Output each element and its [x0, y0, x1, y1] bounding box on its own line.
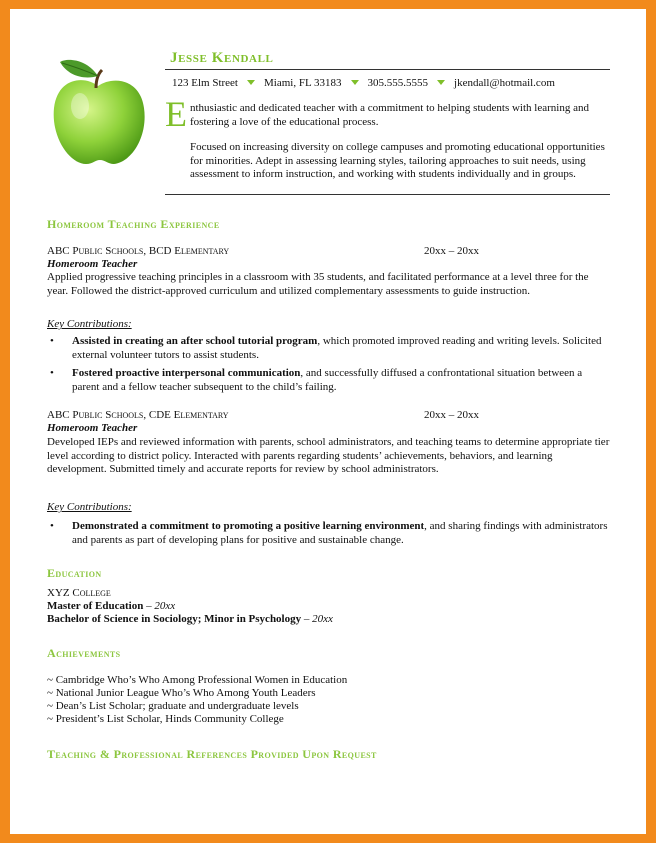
- achievements-heading: Achievements: [47, 646, 121, 660]
- bullet-icon: •: [50, 520, 54, 532]
- triangle-icon: [437, 80, 445, 85]
- job2-contribution-1: Demonstrated a commitment to promoting a positive learning environment, and sharing findings with administrators and parents as part of developing plans for positive and sustainable change.: [72, 520, 608, 546]
- header-bottom-rule: [165, 194, 610, 195]
- contact-address: 123 Elm Street: [172, 77, 238, 89]
- header-rule: [165, 69, 610, 70]
- job2-title: Homeroom Teacher: [47, 422, 138, 434]
- achievement-item: ~ Cambridge Who’s Who Among Professional Women in Education: [47, 674, 348, 686]
- job1-contribution-2: Fostered proactive interpersonal communication, and successfully diffused a confrontational situation between a parent and a fellow teacher subsequent to the child’s failing.: [72, 367, 583, 393]
- achievement-item: ~ National Junior League Who’s Who Among Youth Leaders: [47, 687, 316, 699]
- job1-dates: 20xx – 20xx: [424, 245, 479, 257]
- job2-contributions-label: Key Contributions:: [47, 501, 132, 513]
- bullet-icon: •: [50, 335, 54, 347]
- bullet-icon: •: [50, 367, 54, 379]
- references-note: Teaching & Professional References Provided Upon Request: [47, 747, 377, 761]
- contact-phone: 305.555.5555: [367, 77, 429, 89]
- achievement-item: ~ President’s List Scholar, Hinds Community College: [47, 713, 284, 725]
- experience-heading: Homeroom Teaching Experience: [47, 217, 220, 231]
- job2-employer: ABC Public Schools, CDE Elementary: [47, 409, 229, 421]
- job1-contributions-label: Key Contributions:: [47, 318, 132, 330]
- intro-dropcap: E: [165, 94, 187, 134]
- intro-paragraph: nthusiastic and dedicated teacher with a commitment to helping students with learning and fostering a love of the educational process.: [190, 102, 589, 128]
- education-degree-2: Bachelor of Science in Sociology; Minor in Psychology – 20xx: [47, 613, 333, 625]
- job1-employer: ABC Public Schools, BCD Elementary: [47, 245, 230, 257]
- job2-description: Developed IEPs and reviewed information with parents, school administrators, and teaching teams to determine appropriate tier level according to district policy. Interacted with parents regarding students’ achievements, behaviors, and learning development. Submitted timely and accurate reports for review by school administrators.: [47, 436, 610, 475]
- triangle-icon: [247, 80, 255, 85]
- job1-description: Applied progressive teaching principles in a classroom with 35 students, and facilitated performance at a level three for the year. Followed the district-approved curriculum and utilized complementary assessments to guide instruction.: [47, 271, 589, 297]
- focus-paragraph: Focused on increasing diversity on college campuses and promoting educational opportunities for minorities. Adept in assessing learning styles, tailoring approaches to suit needs, using assessment to inform instruction, and working with students individually and in groups.: [190, 141, 605, 180]
- candidate-name: Jesse Kendall: [170, 50, 274, 66]
- contact-line: [172, 77, 555, 89]
- job2-dates: 20xx – 20xx: [424, 409, 479, 421]
- contact-email[interactable]: jkendall@hotmail.com: [454, 77, 555, 89]
- education-school: XYZ College: [47, 587, 111, 599]
- job1-contribution-1: Assisted in creating an after school tutorial program, which promoted improved reading and writing levels. Solicited external volunteer tutors to assist students.: [72, 335, 602, 361]
- job1-title: Homeroom Teacher: [47, 258, 138, 270]
- apple-icon: [46, 50, 151, 168]
- contact-city: Miami, FL 33183: [264, 77, 342, 89]
- education-degree-1: Master of Education – 20xx: [47, 600, 176, 612]
- triangle-icon: [351, 80, 359, 85]
- education-heading: Education: [47, 566, 102, 580]
- achievement-item: ~ Dean’s List Scholar; graduate and undergraduate levels: [47, 700, 299, 712]
